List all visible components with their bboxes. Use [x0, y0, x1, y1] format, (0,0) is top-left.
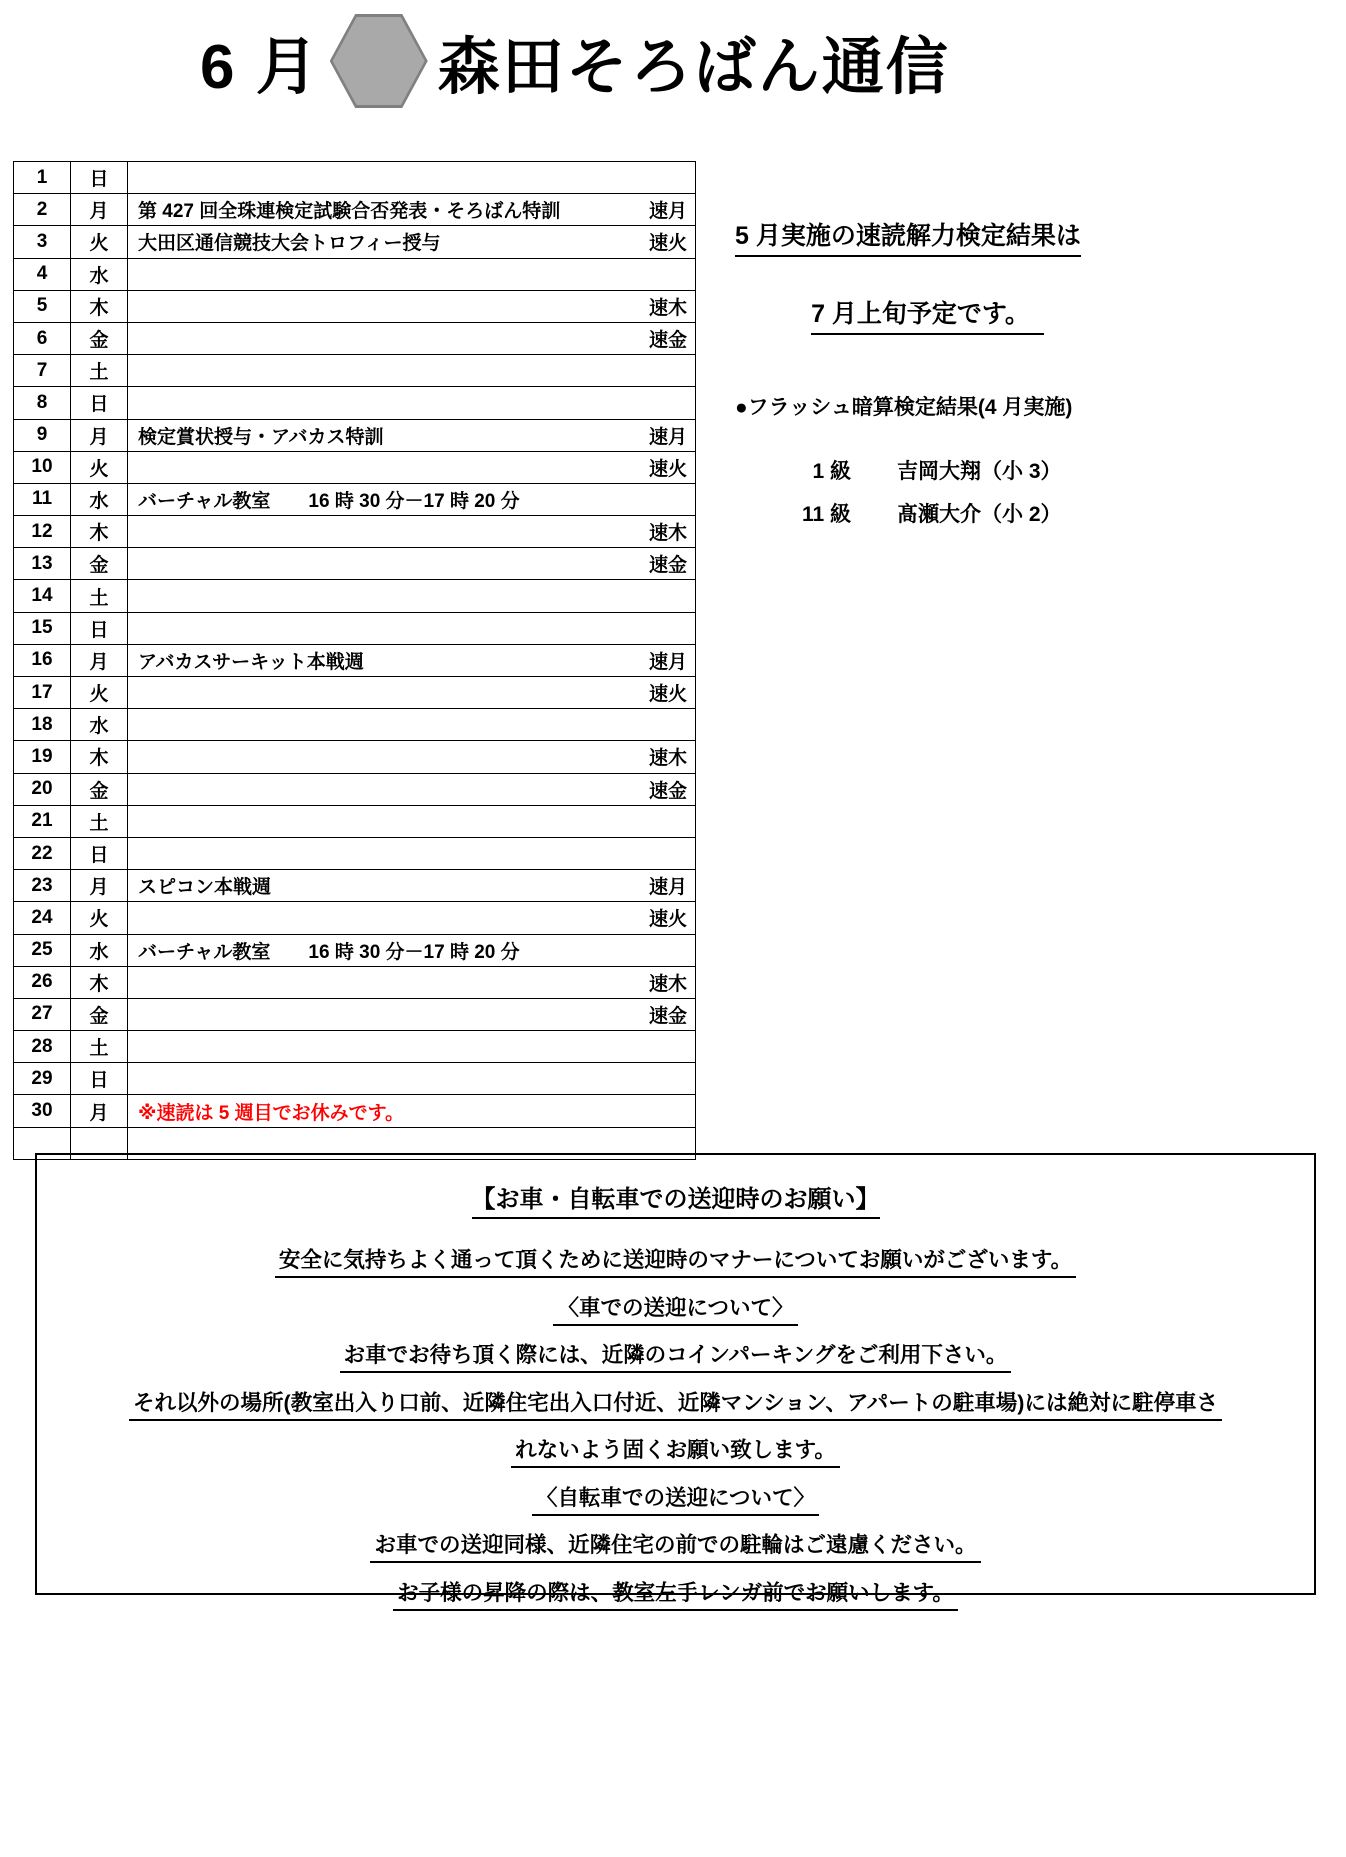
result-row — [783, 498, 1120, 528]
event-cell — [128, 162, 696, 194]
day-number-cell: 7 — [14, 355, 71, 387]
table-row — [14, 162, 696, 194]
event-cell — [128, 741, 696, 773]
event-wrap — [128, 969, 695, 996]
event-text: ※速読は 5 週目でお休みです。 — [138, 1102, 405, 1124]
hexagon-icon-fill — [333, 17, 425, 105]
event-wrap — [128, 647, 695, 674]
weekday-cell: 木 — [71, 741, 128, 773]
table-row — [14, 998, 696, 1030]
notice-line-text: 〈自転車での送迎について〉 — [532, 1481, 819, 1516]
weekday-cell: 火 — [71, 451, 128, 483]
notice-line — [37, 1481, 1314, 1516]
event-wrap — [128, 679, 695, 706]
event-cell — [128, 677, 696, 709]
weekday-cell: 火 — [71, 902, 128, 934]
table-row — [14, 226, 696, 258]
speed-class-tag: 速木 — [648, 973, 687, 995]
event-wrap — [128, 904, 695, 931]
notice-line-text: それ以外の場所(教室出入り口前、近隣住宅出入口付近、近隣マンション、アパートの駐車場)には絶対に駐停車さ — [129, 1386, 1222, 1421]
table-row — [14, 451, 696, 483]
weekday-cell: 水 — [71, 934, 128, 966]
event-text: バーチャル教室 16 時 30 分－17 時 20 分 — [138, 490, 520, 512]
event-wrap — [128, 422, 695, 449]
event-wrap — [128, 518, 695, 545]
table-row — [14, 870, 696, 902]
speed-class-tag: 速木 — [648, 297, 687, 319]
event-cell — [128, 902, 696, 934]
weekday-cell: 木 — [71, 290, 128, 322]
speed-class-tag: 速火 — [648, 458, 687, 480]
day-number-cell: 26 — [14, 966, 71, 998]
flash-anzan-results — [735, 455, 1120, 528]
day-number-cell: 10 — [14, 451, 71, 483]
event-cell — [128, 580, 696, 612]
hexagon-icon — [330, 14, 428, 108]
event-cell — [128, 322, 696, 354]
weekday-cell: 金 — [71, 998, 128, 1030]
page-title — [200, 14, 950, 108]
table-row — [14, 419, 696, 451]
table-row — [14, 194, 696, 226]
event-cell — [128, 1063, 696, 1095]
event-text: スピコン本戦週 — [138, 877, 272, 899]
weekday-cell: 金 — [71, 773, 128, 805]
table-row — [14, 516, 696, 548]
event-cell — [128, 516, 696, 548]
event-cell — [128, 419, 696, 451]
weekday-cell: 土 — [71, 355, 128, 387]
table-row — [14, 741, 696, 773]
weekday-cell: 月 — [71, 1095, 128, 1127]
result-grade: 1 級 — [812, 460, 851, 483]
sokudoku-result-heading — [735, 216, 1120, 257]
pickup-notice-box — [35, 1153, 1316, 1605]
weekday-cell: 日 — [71, 1063, 128, 1095]
speed-class-tag: 速月 — [648, 877, 687, 899]
event-wrap — [128, 776, 695, 803]
result-grade: 11 級 — [801, 503, 851, 526]
event-cell — [128, 966, 696, 998]
table-row — [14, 644, 696, 676]
day-number-cell: 29 — [14, 1063, 71, 1095]
day-number-cell: 28 — [14, 1031, 71, 1063]
day-number-cell: 13 — [14, 548, 71, 580]
weekday-cell: 日 — [71, 612, 128, 644]
weekday-cell: 月 — [71, 870, 128, 902]
event-text: 検定賞状授与・アバカス特訓 — [138, 426, 384, 448]
event-cell — [128, 451, 696, 483]
table-row — [14, 966, 696, 998]
weekday-cell: 木 — [71, 966, 128, 998]
result-name: 髙瀬大介（小 2） — [897, 503, 1062, 526]
table-row — [14, 548, 696, 580]
table-row — [14, 387, 696, 419]
event-wrap — [128, 325, 695, 352]
result-name: 吉岡大翔（小 3） — [897, 460, 1062, 483]
table-row — [14, 837, 696, 869]
notice-lines — [37, 1243, 1314, 1611]
event-cell — [128, 290, 696, 322]
weekday-cell: 金 — [71, 548, 128, 580]
weekday-cell: 火 — [71, 677, 128, 709]
day-number-cell: 12 — [14, 516, 71, 548]
weekday-cell: 水 — [71, 258, 128, 290]
event-wrap — [128, 228, 695, 255]
weekday-cell: 水 — [71, 483, 128, 515]
weekday-cell: 日 — [71, 837, 128, 869]
notice-line-text: 安全に気持ちよく通って頂くために送迎時のマナーについてお願いがございます。 — [275, 1243, 1076, 1278]
event-cell — [128, 870, 696, 902]
table-row — [14, 805, 696, 837]
day-number-cell: 20 — [14, 773, 71, 805]
weekday-cell: 水 — [71, 709, 128, 741]
weekday-cell: 月 — [71, 194, 128, 226]
speed-class-tag: 速月 — [648, 651, 687, 673]
weekday-cell: 日 — [71, 162, 128, 194]
event-text: アバカスサーキット本戦週 — [138, 651, 364, 673]
event-text: バーチャル教室 16 時 30 分－17 時 20 分 — [138, 941, 520, 963]
weekday-cell: 金 — [71, 322, 128, 354]
weekday-cell: 火 — [71, 226, 128, 258]
day-number-cell: 27 — [14, 998, 71, 1030]
event-wrap — [128, 872, 695, 899]
weekday-cell: 月 — [71, 419, 128, 451]
event-cell — [128, 998, 696, 1030]
notice-line-text: 〈車での送迎について〉 — [553, 1291, 797, 1326]
weekday-cell: 土 — [71, 1031, 128, 1063]
event-wrap — [128, 937, 695, 964]
notice-title-text: 【お車・自転車での送迎時のお願い】 — [472, 1179, 880, 1219]
event-wrap — [128, 743, 695, 770]
sokudoku-result-heading-text: 5 月実施の速読解力検定結果は — [735, 216, 1081, 257]
table-row — [14, 258, 696, 290]
notice-line — [37, 1243, 1314, 1278]
weekday-cell: 日 — [71, 387, 128, 419]
notice-line — [37, 1576, 1314, 1611]
day-number-cell: 5 — [14, 290, 71, 322]
day-number-cell: 2 — [14, 194, 71, 226]
notice-line — [37, 1338, 1314, 1373]
day-number-cell: 11 — [14, 483, 71, 515]
notice-line — [37, 1291, 1314, 1326]
table-row — [14, 677, 696, 709]
event-cell — [128, 612, 696, 644]
speed-class-tag: 速木 — [648, 748, 687, 770]
event-text: 第 427 回全珠連検定試験合否発表・そろばん特訓 — [138, 201, 561, 223]
notice-title — [37, 1179, 1314, 1219]
day-number-cell: 6 — [14, 322, 71, 354]
speed-class-tag: 速金 — [648, 555, 687, 577]
event-cell — [128, 1095, 696, 1127]
day-number-cell: 21 — [14, 805, 71, 837]
day-number-cell: 22 — [14, 837, 71, 869]
event-cell — [128, 773, 696, 805]
event-wrap — [128, 1098, 695, 1125]
notice-line-text: れないよう固くお願い致します。 — [511, 1433, 840, 1468]
table-row — [14, 902, 696, 934]
sokudoku-result-schedule-text: 7 月上旬予定です。 — [811, 294, 1044, 335]
weekday-cell: 土 — [71, 805, 128, 837]
table-row — [14, 773, 696, 805]
day-number-cell: 17 — [14, 677, 71, 709]
event-cell — [128, 934, 696, 966]
speed-class-tag: 速火 — [648, 909, 687, 931]
weekday-cell: 月 — [71, 644, 128, 676]
event-wrap — [128, 293, 695, 320]
notice-line-text: お子様の昇降の際は、教室左手レンガ前でお願いします。 — [393, 1576, 958, 1611]
event-cell — [128, 709, 696, 741]
day-number-cell: 25 — [14, 934, 71, 966]
day-number-cell: 9 — [14, 419, 71, 451]
day-number-cell: 3 — [14, 226, 71, 258]
weekday-cell: 木 — [71, 516, 128, 548]
table-row — [14, 580, 696, 612]
day-number-cell: 18 — [14, 709, 71, 741]
table-row — [14, 709, 696, 741]
speed-class-tag: 速火 — [648, 684, 687, 706]
speed-class-tag: 速金 — [648, 1005, 687, 1027]
event-cell — [128, 355, 696, 387]
speed-class-tag: 速金 — [648, 780, 687, 802]
day-number-cell: 1 — [14, 162, 71, 194]
event-cell — [128, 837, 696, 869]
notice-line — [37, 1528, 1314, 1563]
event-cell — [128, 387, 696, 419]
day-number-cell: 15 — [14, 612, 71, 644]
event-cell — [128, 226, 696, 258]
title-name: 森田そろばん通信 — [437, 32, 950, 102]
speed-class-tag: 速金 — [648, 330, 687, 352]
event-wrap — [128, 196, 695, 223]
table-row — [14, 1031, 696, 1063]
weekday-cell: 土 — [71, 580, 128, 612]
event-text: 大田区通信競技大会トロフィー授与 — [138, 233, 441, 255]
event-cell — [128, 1031, 696, 1063]
table-row — [14, 1063, 696, 1095]
table-row — [14, 483, 696, 515]
day-number-cell: 23 — [14, 870, 71, 902]
event-wrap — [128, 454, 695, 481]
notice-line-text: お車での送迎同様、近隣住宅の前での駐輪はご遠慮ください。 — [370, 1528, 980, 1563]
flash-anzan-heading: ●フラッシュ暗算検定結果(4 月実施) — [735, 396, 1073, 419]
title-month: 6 月 — [200, 32, 320, 102]
speed-class-tag: 速月 — [648, 201, 687, 223]
table-row — [14, 1095, 696, 1127]
day-number-cell: 4 — [14, 258, 71, 290]
table-row — [14, 934, 696, 966]
event-cell — [128, 483, 696, 515]
day-number-cell: 30 — [14, 1095, 71, 1127]
result-row — [783, 455, 1120, 485]
day-number-cell: 8 — [14, 387, 71, 419]
day-number-cell: 24 — [14, 902, 71, 934]
event-cell — [128, 644, 696, 676]
table-row — [14, 322, 696, 354]
notice-line — [37, 1433, 1314, 1468]
table-row — [14, 355, 696, 387]
table-row — [14, 612, 696, 644]
day-number-cell: 19 — [14, 741, 71, 773]
speed-class-tag: 速木 — [648, 523, 687, 545]
table-row — [14, 290, 696, 322]
event-wrap — [128, 486, 695, 513]
day-number-cell: 16 — [14, 644, 71, 676]
event-wrap — [128, 550, 695, 577]
notice-line-text: お車でお待ち頂く際には、近隣のコインパーキングをご利用下さい。 — [340, 1338, 1012, 1373]
calendar-table — [13, 161, 696, 1160]
side-panel — [735, 216, 1120, 541]
speed-class-tag: 速月 — [648, 426, 687, 448]
notice-line — [37, 1386, 1314, 1421]
sokudoku-result-schedule — [735, 294, 1120, 335]
event-cell — [128, 805, 696, 837]
speed-class-tag: 速火 — [648, 233, 687, 255]
day-number-cell: 14 — [14, 580, 71, 612]
event-cell — [128, 548, 696, 580]
event-wrap — [128, 1001, 695, 1028]
event-cell — [128, 194, 696, 226]
event-cell — [128, 258, 696, 290]
